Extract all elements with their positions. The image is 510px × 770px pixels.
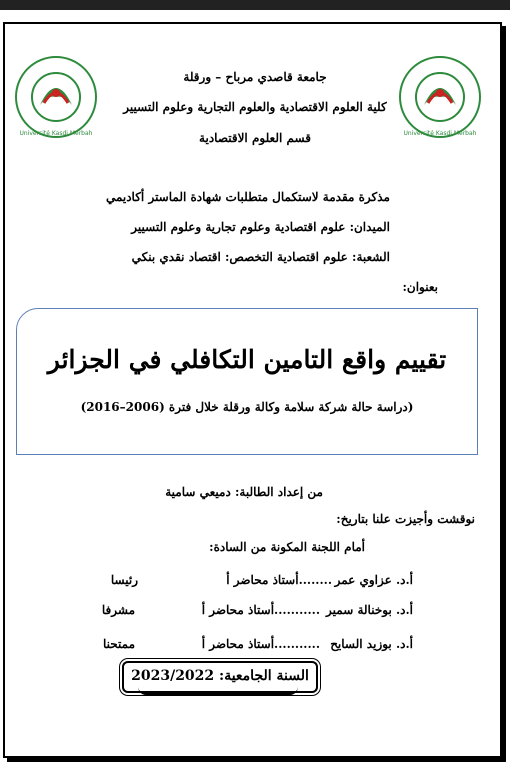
defense-date-label: نوقشت وأجيزت علنا بتاريخ: [336,512,475,526]
faculty-name: كلية العلوم الاقتصادية والعلوم التجارية وعلوم التسيير [123,100,387,114]
committee-member-name: أ.د. بوخنالة سمير [326,603,413,617]
thesis-field: الميدان: علوم اقتصادية وعلوم تجارية وعلوم التسيير [131,220,390,234]
committee-member-role: مشرفا [101,603,135,617]
thesis-branch: الشعبة: علوم اقتصادية التخصص: اقتصاد نقدي بنكي [131,250,390,264]
university-logo-right [398,55,482,139]
thesis-title: تقييم واقع التامين التكافلي في الجزائر [47,345,447,374]
thesis-subtitle: (دراسة حالة شركة سلامة وكالة ورقلة خلال فترة (2006–2016) [80,400,414,414]
committee-member-rank: ...........أستاذ محاضر أ [201,603,320,617]
committee-member-role: ممتحنا [102,637,135,651]
title-label: بعنوان: [402,280,438,294]
thesis-purpose: مذكرة مقدمة لاستكمال متطلبات شهادة الماستر أكاديمي [105,190,390,204]
committee-member-role: رئيسا [110,573,138,587]
academic-year-banner [122,661,318,693]
author-label: من إعداد الطالبة: دميعي سامية [165,485,323,499]
committee-member-name: أ.د. عزاوي عمر [334,573,413,587]
svg-text:Université Kasdi Merbah: Université Kasdi Merbah [19,130,93,137]
academic-year: السنة الجامعية: 2023/2022 [131,668,309,684]
committee-member-rank: ...........أستاذ محاضر أ [201,637,320,651]
department-name: قسم العلوم الاقتصادية [199,131,311,145]
committee-member-rank: ........أستاذ محاضر أ [226,573,332,587]
committee-intro: أمام اللجنة المكونة من السادة: [209,540,365,554]
title-box [16,308,478,455]
university-name: جامعة قاصدي مرباح – ورقلة [183,70,327,84]
committee-member-name: أ.د. بوزيد السايح [330,637,413,651]
top-bar [0,0,510,10]
university-logo-left [14,55,98,139]
svg-text:Université Kasdi Merbah: Université Kasdi Merbah [403,130,477,137]
